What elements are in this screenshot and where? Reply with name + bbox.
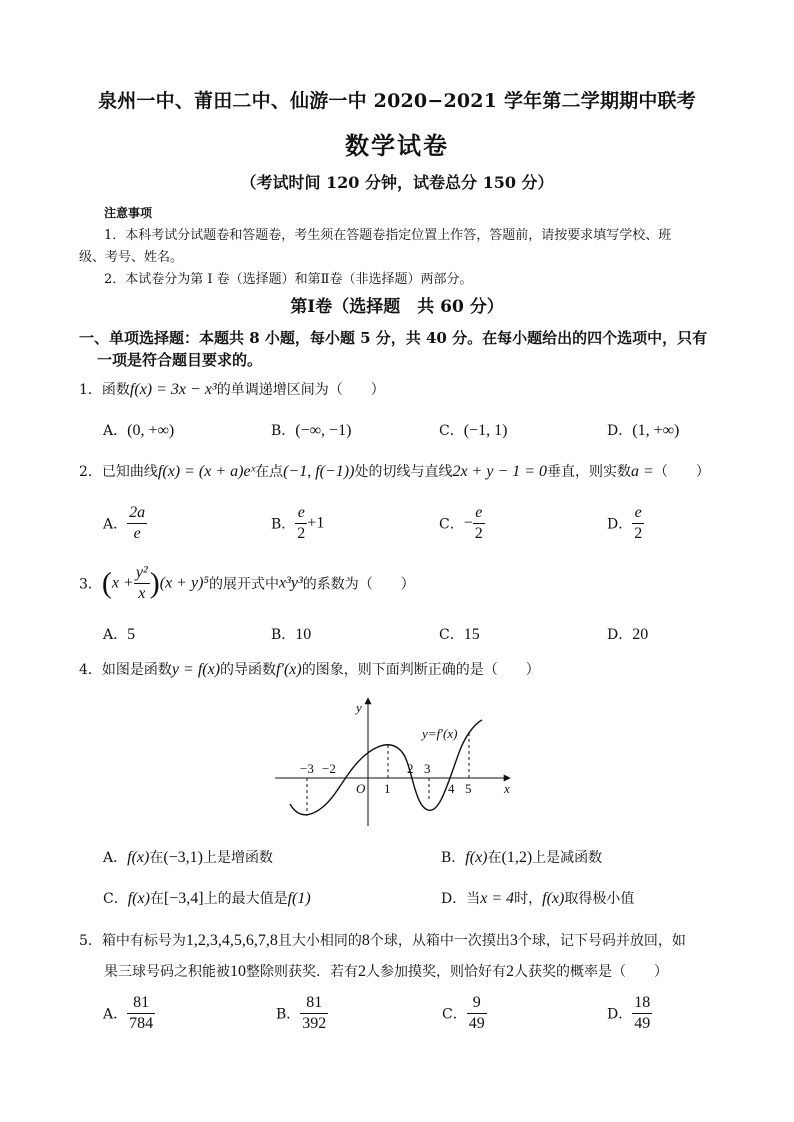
q4-option-c: C．f(x)在[−3,4]上的最大值是f(1)	[103, 890, 311, 907]
tick-2: 2	[407, 761, 414, 776]
exam-subject: 数学试卷	[345, 131, 449, 160]
q5-option-c: C． $\frac{9}{49}$	[442, 994, 485, 1032]
q1-option-b: B．(−∞, −1)	[271, 422, 352, 439]
q4-option-b: B．f(x)在(1,2)上是减函数	[441, 849, 603, 866]
q2-option-c: C．− $\frac{e}{2}$	[439, 504, 483, 542]
q3-option-a: A．5	[103, 626, 136, 643]
q1-option-a: A．(0, +∞)	[103, 422, 175, 439]
part1-instruction: 一、单项选择题：本题共 8 小题，每小题 5 分，共 40 分。在每小题给出的四个选项中，只有	[79, 329, 708, 347]
q1-option-c: C．(−1, 1)	[439, 422, 508, 439]
tick-1: 1	[384, 781, 391, 796]
exam-time-info: （考试时间 120 分钟，试卷总分 150 分）	[240, 173, 554, 192]
tick-4: 4	[448, 781, 455, 796]
question-2: 2．已知曲线f(x) = (x + a)eˣ在点(−1, f(−1))处的切线与直线2x + y − 1 = 0垂直，则实数a =（ ）	[79, 463, 710, 480]
q3-option-d: D．20	[607, 626, 649, 643]
tick-minus3: −3	[300, 761, 314, 776]
part1-instruction-cont: 一项是符合题目要求的。	[97, 351, 263, 369]
q2-option-a: A． $\frac{2a}{e}$	[103, 504, 146, 542]
curve-label: y=f′(x)	[422, 726, 458, 741]
q5-option-d: D． $\frac{18}{49}$	[607, 994, 651, 1032]
q1-option-d: D．(1, +∞)	[607, 422, 680, 439]
tick-5: 5	[465, 781, 472, 796]
section-title: 第Ⅰ卷（选择题 共 60 分）	[290, 297, 504, 317]
y-axis-label: y	[356, 700, 362, 715]
tick-3: 3	[424, 761, 431, 776]
origin-label: O	[356, 781, 366, 796]
tick-minus2: −2	[322, 761, 336, 776]
note-1-cont: 级、考号、姓名。	[79, 250, 184, 265]
x-axis-label: x	[504, 781, 510, 796]
q3-option-b: B．10	[271, 626, 312, 643]
q4-option-d: D．当x = 4时，f(x)取得极小值	[441, 890, 635, 907]
q2-option-b: B． $\frac{e}{2}$ +1	[271, 504, 325, 542]
question-5: 5．箱中有标号为1,2,3,4,5,6,7,8且大小相同的8个球，从箱中一次摸出3个球，记下号码并放回，如	[79, 932, 686, 949]
q4-option-a: A．f(x)在(−3,1)上是增函数	[103, 849, 274, 866]
q3-option-c: C．15	[439, 626, 480, 643]
question-1: 1．函数f(x) = 3x − x³的单调递增区间为（ ）	[79, 381, 385, 398]
note-1: 1．本科考试分试题卷和答题卷，考生须在答题卷指定位置上作答，答题前，请按要求填写学校、班	[104, 228, 672, 243]
derivative-graph	[270, 694, 520, 834]
q1-expr: f(x) = 3x − x³	[129, 381, 217, 398]
q2-option-d: D． $\frac{e}{2}$	[607, 504, 643, 542]
q5-option-a: A． $\frac{81}{784}$	[103, 994, 154, 1032]
question-4: 4．如图是函数y = f(x)的导函数f′(x)的图象，则下面判断正确的是（ ）	[79, 661, 540, 678]
q5-option-b: B． $\frac{81}{392}$	[276, 994, 327, 1032]
notes-title: 注意事项	[104, 206, 153, 220]
note-2: 2．本试卷分为第 I 卷（选择题）和第Ⅱ卷（非选择题）两部分。	[104, 272, 473, 287]
exam-title: 泉州一中、莆田二中、仙游一中 2020−2021 学年第二学期期中联考	[98, 90, 696, 112]
question-3: 3．(x + $\frac{\text{y²}}{x}$ )(x + y)⁵的展开式中x³y³的系数为（ ）	[79, 564, 415, 602]
question-5-cont: 果三球号码之积能被10整除则获奖．若有2人参加摸奖，则恰好有2人获奖的概率是（ ）	[104, 963, 668, 980]
